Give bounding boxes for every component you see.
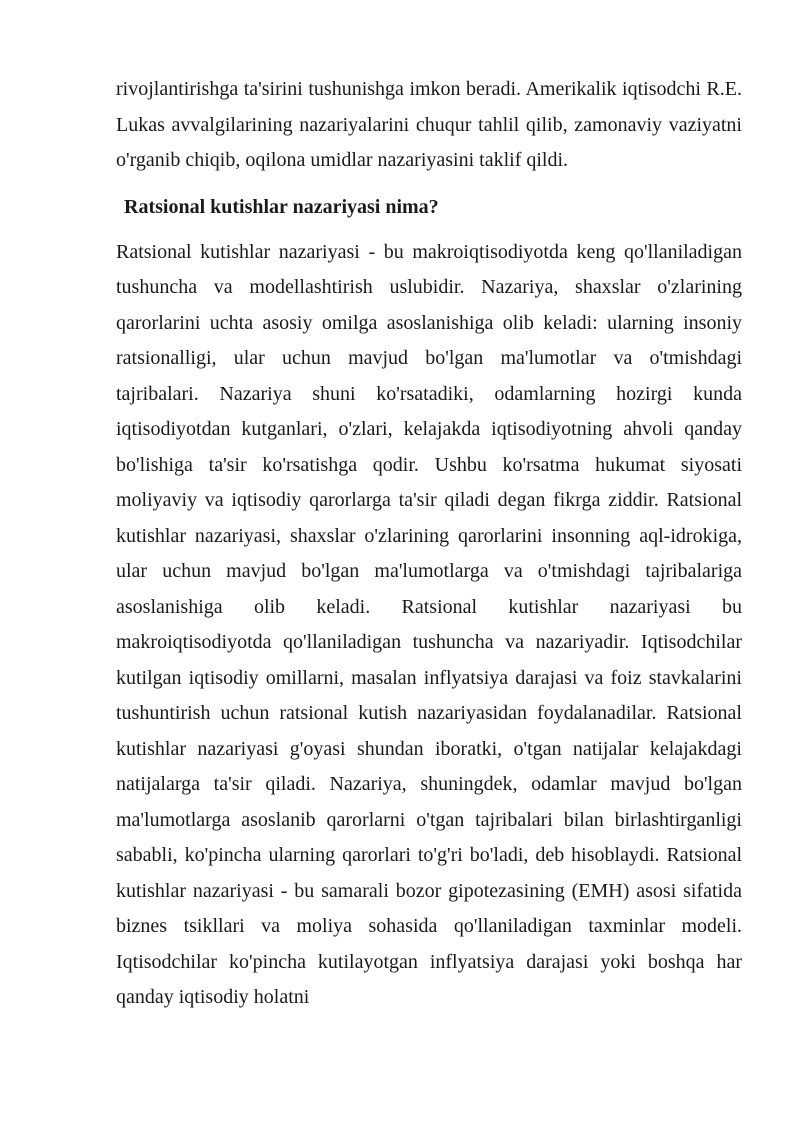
document-content <box>116 72 742 1016</box>
section-heading: Ratsional kutishlar nazariyasi nima? <box>124 195 439 218</box>
intro-paragraph: rivojlantirishga ta'sirini tushunishga imkon beradi. Amerikalik iqtisodchi R.E. Lukas avvalgilarining nazariyalarini chuqur tahlil qilib, zamonaviy vaziyatni o'rganib chiqib, oqilona umidlar nazariyasini taklif qildi. <box>116 78 742 171</box>
body-paragraph: Ratsional kutishlar nazariyasi - bu makroiqtisodiyotda keng qo'llaniladigan tushuncha va modellashtirish uslubidir. Nazariya, shaxslar o'zlarining qarorlarini uchta asosiy omilga asoslanishiga olib keladi: ularning insoniy ratsionalligi, ular uchun mavjud bo'lgan ma'lumotlar va o'tmishdagi tajribalari. Nazariya shuni ko'rsatadiki, odamlarning hozirgi kunda iqtisodiyotdan kutganlari, o'zlari, kelajakda iqtisodiyotning ahvoli qanday bo'lishiga ta'sir ko'rsatishga qodir. Ushbu ko'rsatma hukumat siyosati moliyaviy va iqtisodiy qarorlarga ta'sir qiladi degan fikrga ziddir. Ratsional kutishlar nazariyasi, shaxslar o'zlarining qarorlarini insonning aql-idrokiga, ular uchun mavjud bo'lgan ma'lumotlarga va o'tmishdagi tajribalariga asoslanishiga olib keladi. Ratsional kutishlar nazariyasi bu makroiqtisodiyotda qo'llaniladigan tushuncha va nazariyadir. Iqtisodchilar kutilgan iqtisodiy omillarni, masalan inflyatsiya darajasi va foiz stavkalarini tushuntirish uchun ratsional kutish nazariyasidan foydalanadilar. Ratsional kutishlar nazariyasi g'oyasi shundan iboratki, o'tgan natijalar kelajakdagi natijalarga ta'sir qiladi. Nazariya, shuningdek, odamlar mavjud bo'lgan ma'lumotlarga asoslanib qarorlarni o'tgan tajribalari bilan birlashtirganligi sababli, ko'pincha ularning qarorlari to'g'ri bo'ladi, deb hisoblaydi. Ratsional kutishlar nazariyasi - bu samarali bozor gipotezasining (EMH) asosi sifatida biznes tsikllari va moliya sohasida qo'llaniladigan taxminlar modeli. Iqtisodchilar ko'pincha kutilayotgan inflyatsiya darajasi yoki boshqa har qanday iqtisodiy holatni <box>116 240 742 1008</box>
